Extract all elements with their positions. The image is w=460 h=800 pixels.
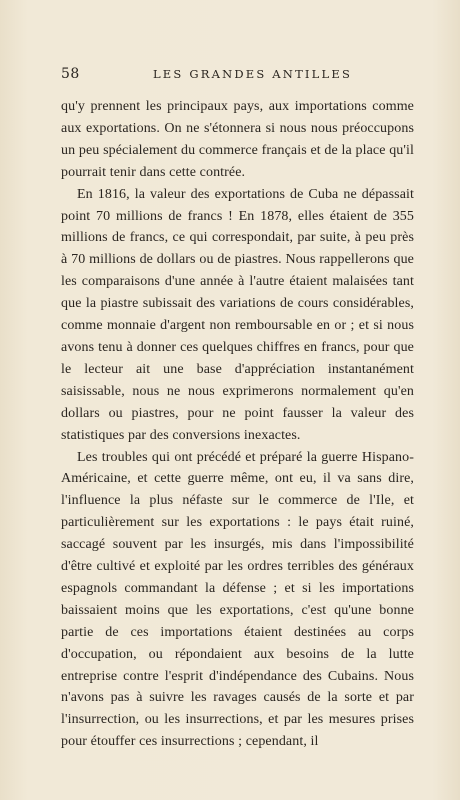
page-header xyxy=(61,66,414,86)
running-title: LES GRANDES ANTILLES xyxy=(152,67,353,81)
paragraph-continuation: qu'y prennent les principaux pays, aux importations comme aux exportations. On ne s'étonnera si nous nous préoccupons un peu spécialement du commerce français et de la place qu'il pourrait tenir dans cette contrée. xyxy=(61,99,414,180)
paragraph-war: Les troubles qui ont précédé et préparé la guerre Hispano-Américaine, et cette guerre même, ont eu, il va sans dire, l'influence la plus néfaste sur le commerce de l'Ile, et particulièrement sur les exportations : le pays était ruiné, saccagé souvent par les insurgés, mis dans l'impossibilité d'être cultivé et exploité par les ordres terribles des généraux espagnols commandant la défense ; et si les importations baissaient moins que les exportations, c'est qu'une bonne partie de ces importations étaient destinées au corps d'occupation, ou répondaient aux besoins de la lutte entreprise contre l'esprit d'indépendance des Cubains. Nous n'avons pas à suivre les ravages causés de la sorte et par l'insurrection, ou les insurrections, et par les mesures prises pour étouffer ces insurrections ; cependant, il xyxy=(61,449,414,750)
body-text xyxy=(61,96,414,753)
paragraph-exports: En 1816, la valeur des exportations de Cuba ne dépassait point 70 millions de francs ! En 1878, elles étaient de 355 millions de francs, ce qui correspondait, par suite, à peu près à 70 millions de dollars ou de piastres. Nous rappellerons que les comparaisons d'une année à l'autre étaient malaisées tant que la piastre subissait des variations de cours considérables, comme monnaie d'argent non remboursable en or ; et si nous avons tenu à donner ces quelques chiffres en francs, pour que le lecteur ait une base d'appréciation instantanément saisissable, nous ne nous exprimerons normalement qu'en dollars ou piastres, pour ne point fausser la valeur des statistiques par des conversions inexactes. xyxy=(61,186,414,443)
page-number: 58 xyxy=(61,66,80,82)
